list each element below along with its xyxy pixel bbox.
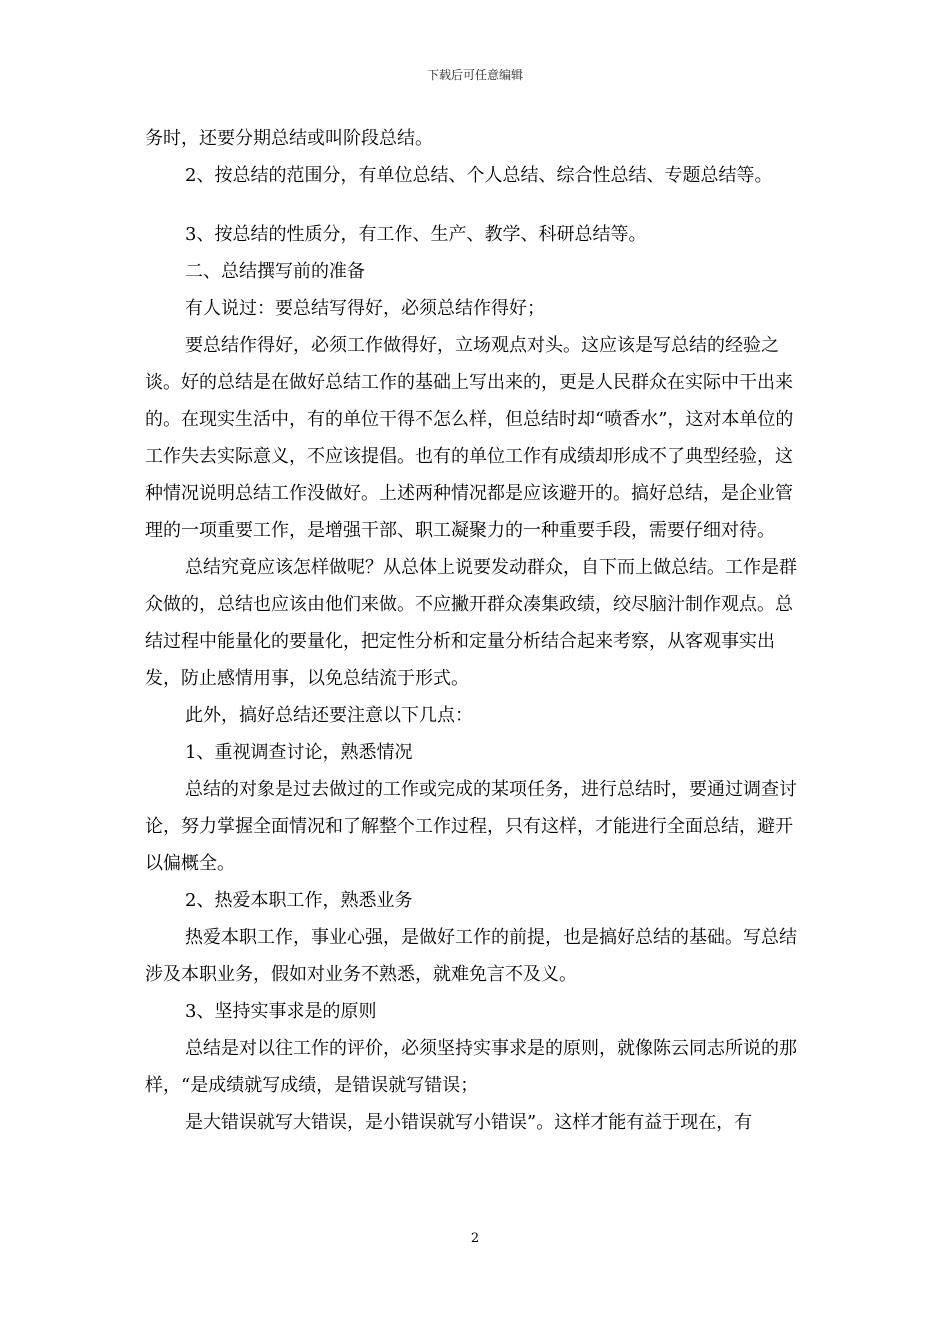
paragraph: 3、按总结的性质分，有工作、生产、教学、科研总结等。	[185, 224, 647, 245]
document-body	[145, 120, 810, 1141]
paragraph: 要总结作得好，必须工作做得好，立场观点对头。这应该是写总结的经验之谈。好的总结是在做好总结工作的基础上写出来的，更是人民群众在实际中干出来的。在现实生活中，有的单位干得不怎么样，但总结时却“喷香水”，这对本单位的工作失去实际意义，不应该提倡。也有的单位工作有成绩却形成不了典型经验，这种情况说明总结工作没做好。上述两种情况都是应该避开的。搞好总结，是企业管理的一项重要工作，是增强干部、职工凝聚力的一种重要手段，需要仔细对待。	[145, 335, 794, 541]
section-heading: 二、总结撰写前的准备	[185, 261, 365, 282]
paragraph: 此外，搞好总结还要注意以下几点：	[185, 705, 473, 726]
paragraph: 总结的对象是过去做过的工作或完成的某项任务，进行总结时，要通过调查讨论，努力掌握全面情况和了解整个工作过程，只有这样，才能进行全面总结，避开以偏概全。	[145, 779, 797, 874]
subsection-heading: 1、重视调查讨论，熟悉情况	[185, 742, 413, 763]
paragraph: 总结是对以往工作的评价，必须坚持实事求是的原则，就像陈云同志所说的那样，“是成绩就写成绩，是错误就写错误；	[145, 1038, 797, 1096]
paragraph: 是大错误就写大错误，是小错误就写小错误”。这样才能有益于现在，有	[185, 1112, 753, 1133]
page-header: 下载后可任意编辑	[426, 68, 523, 82]
paragraph: 总结究竟应该怎样做呢？从总体上说要发动群众，自下而上做总结。工作是群众做的，总结也应该由他们来做。不应撇开群众凑集政绩，绞尽脑汁制作观点。总结过程中能量化的要量化，把定性分析和定量分析结合起来考察，从客观事实出发，防止感情用事，以免总结流于形式。	[145, 557, 797, 689]
paragraph: 2、按总结的范围分，有单位总结、个人总结、综合性总结、专题总结等。	[185, 165, 773, 186]
paragraph: 有人说过：要总结写得好，必须总结作得好；	[185, 298, 545, 319]
page-number: 2	[470, 1231, 480, 1246]
subsection-heading: 3、坚持实事求是的原则	[185, 1001, 377, 1022]
paragraph: 热爱本职工作，事业心强，是做好工作的前提，也是搞好总结的基础。写总结涉及本职业务，假如对业务不熟悉，就难免言不及义。	[145, 927, 797, 985]
subsection-heading: 2、热爱本职工作，熟悉业务	[185, 890, 413, 911]
paragraph: 务时，还要分期总结或叫阶段总结。	[145, 128, 433, 149]
